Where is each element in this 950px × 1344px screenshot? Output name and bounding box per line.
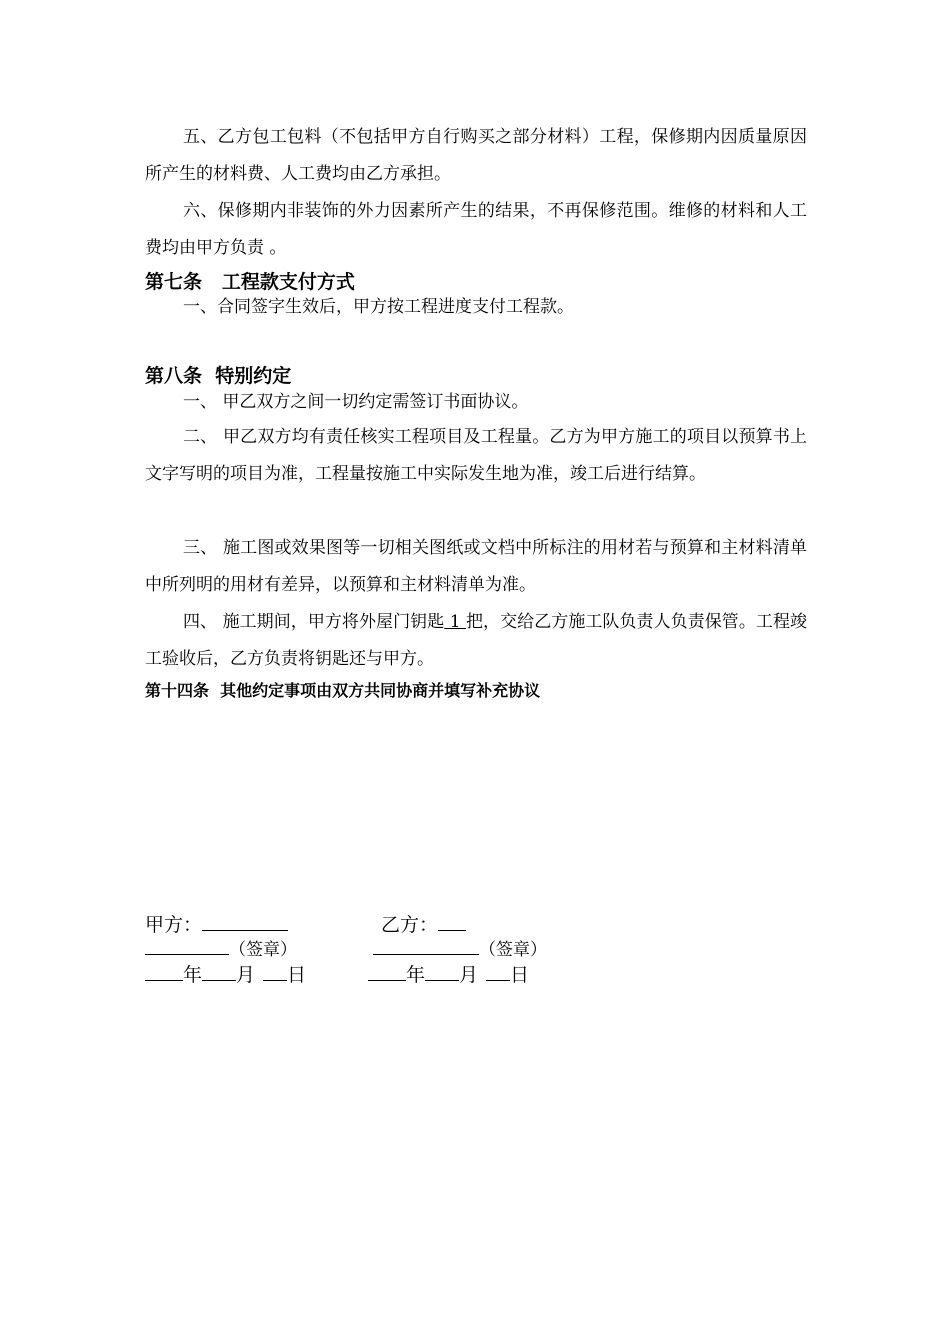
party-a-date-line [145, 962, 306, 988]
party-b-signature-line [381, 912, 466, 938]
party-a-stamp-blank [145, 936, 229, 955]
party-b-stamp-blank [373, 936, 479, 955]
party-a-blank [202, 912, 288, 931]
party-a-signature-line [145, 912, 288, 938]
article-eight-item-2: 二、 甲乙双方均有责任核实工程项目及工程量。乙方为甲方施工的项目以预算书上文字写明的项目为准，工程量按施工中实际发生地为准，竣工后进行结算。 [145, 427, 807, 484]
party-a-year-label: 年 [183, 964, 203, 986]
party-b-month-blank [425, 962, 459, 981]
party-b-year-label: 年 [406, 964, 426, 986]
article-eight-item-3: 三、 施工图或效果图等一切相关图纸或文档中所标注的用材若与预算和主材料清单中所列明的用材有差异，以预算和主材料清单为准。 [145, 538, 807, 595]
paragraph-five: 五、乙方包工包料（不包括甲方自行购买之部分材料）工程，保修期内因质量原因所产生的材料费、人工费均由乙方承担。 [145, 127, 807, 184]
party-a-label: 甲方： [145, 914, 203, 936]
party-a-month-label: 月 [236, 964, 256, 986]
article-eight-item-4 [145, 604, 807, 678]
item-4-text-end: 把，交给乙方施工队负责人负责保管。工程竣工验收后，乙方负责将钥匙还与甲方。 [145, 612, 808, 669]
key-count: 1 [444, 612, 466, 632]
article-seven-title: 第七条 工程款支付方式 [145, 271, 355, 293]
article-fourteen-title: 第十四条 其他约定事项由双方共同协商并填写补充协议 [145, 681, 541, 700]
party-b-date-line [368, 962, 529, 988]
party-a-stamp-line [145, 936, 297, 963]
party-a-stamp-label: （签章） [229, 940, 297, 960]
party-b-stamp-line [373, 936, 547, 963]
party-b-day-label: 日 [510, 964, 530, 986]
party-b-label: 乙方： [381, 914, 439, 936]
party-b-year-blank [368, 962, 406, 981]
article-seven-item-1: 一、合同签字生效后，甲方按工程进度支付工程款。 [183, 297, 574, 317]
party-a-day-blank [263, 962, 287, 981]
party-a-year-blank [145, 962, 183, 981]
party-b-day-blank [486, 962, 510, 981]
article-eight-item-1: 一、 甲乙双方之间一切约定需签订书面协议。 [183, 392, 529, 412]
article-eight-title: 第八条 特别约定 [145, 365, 292, 387]
party-a-month-blank [202, 962, 236, 981]
party-b-month-label: 月 [459, 964, 479, 986]
party-a-day-label: 日 [287, 964, 307, 986]
party-b-stamp-label: （签章） [479, 940, 547, 960]
paragraph-six: 六、保修期内非装饰的外力因素所产生的结果，不再保修范围。维修的材料和人工费均由甲方负责 。 [145, 201, 807, 258]
party-b-blank [438, 912, 466, 931]
item-4-text-start: 四、 施工期间，甲方将外屋门钥匙 [183, 612, 445, 632]
